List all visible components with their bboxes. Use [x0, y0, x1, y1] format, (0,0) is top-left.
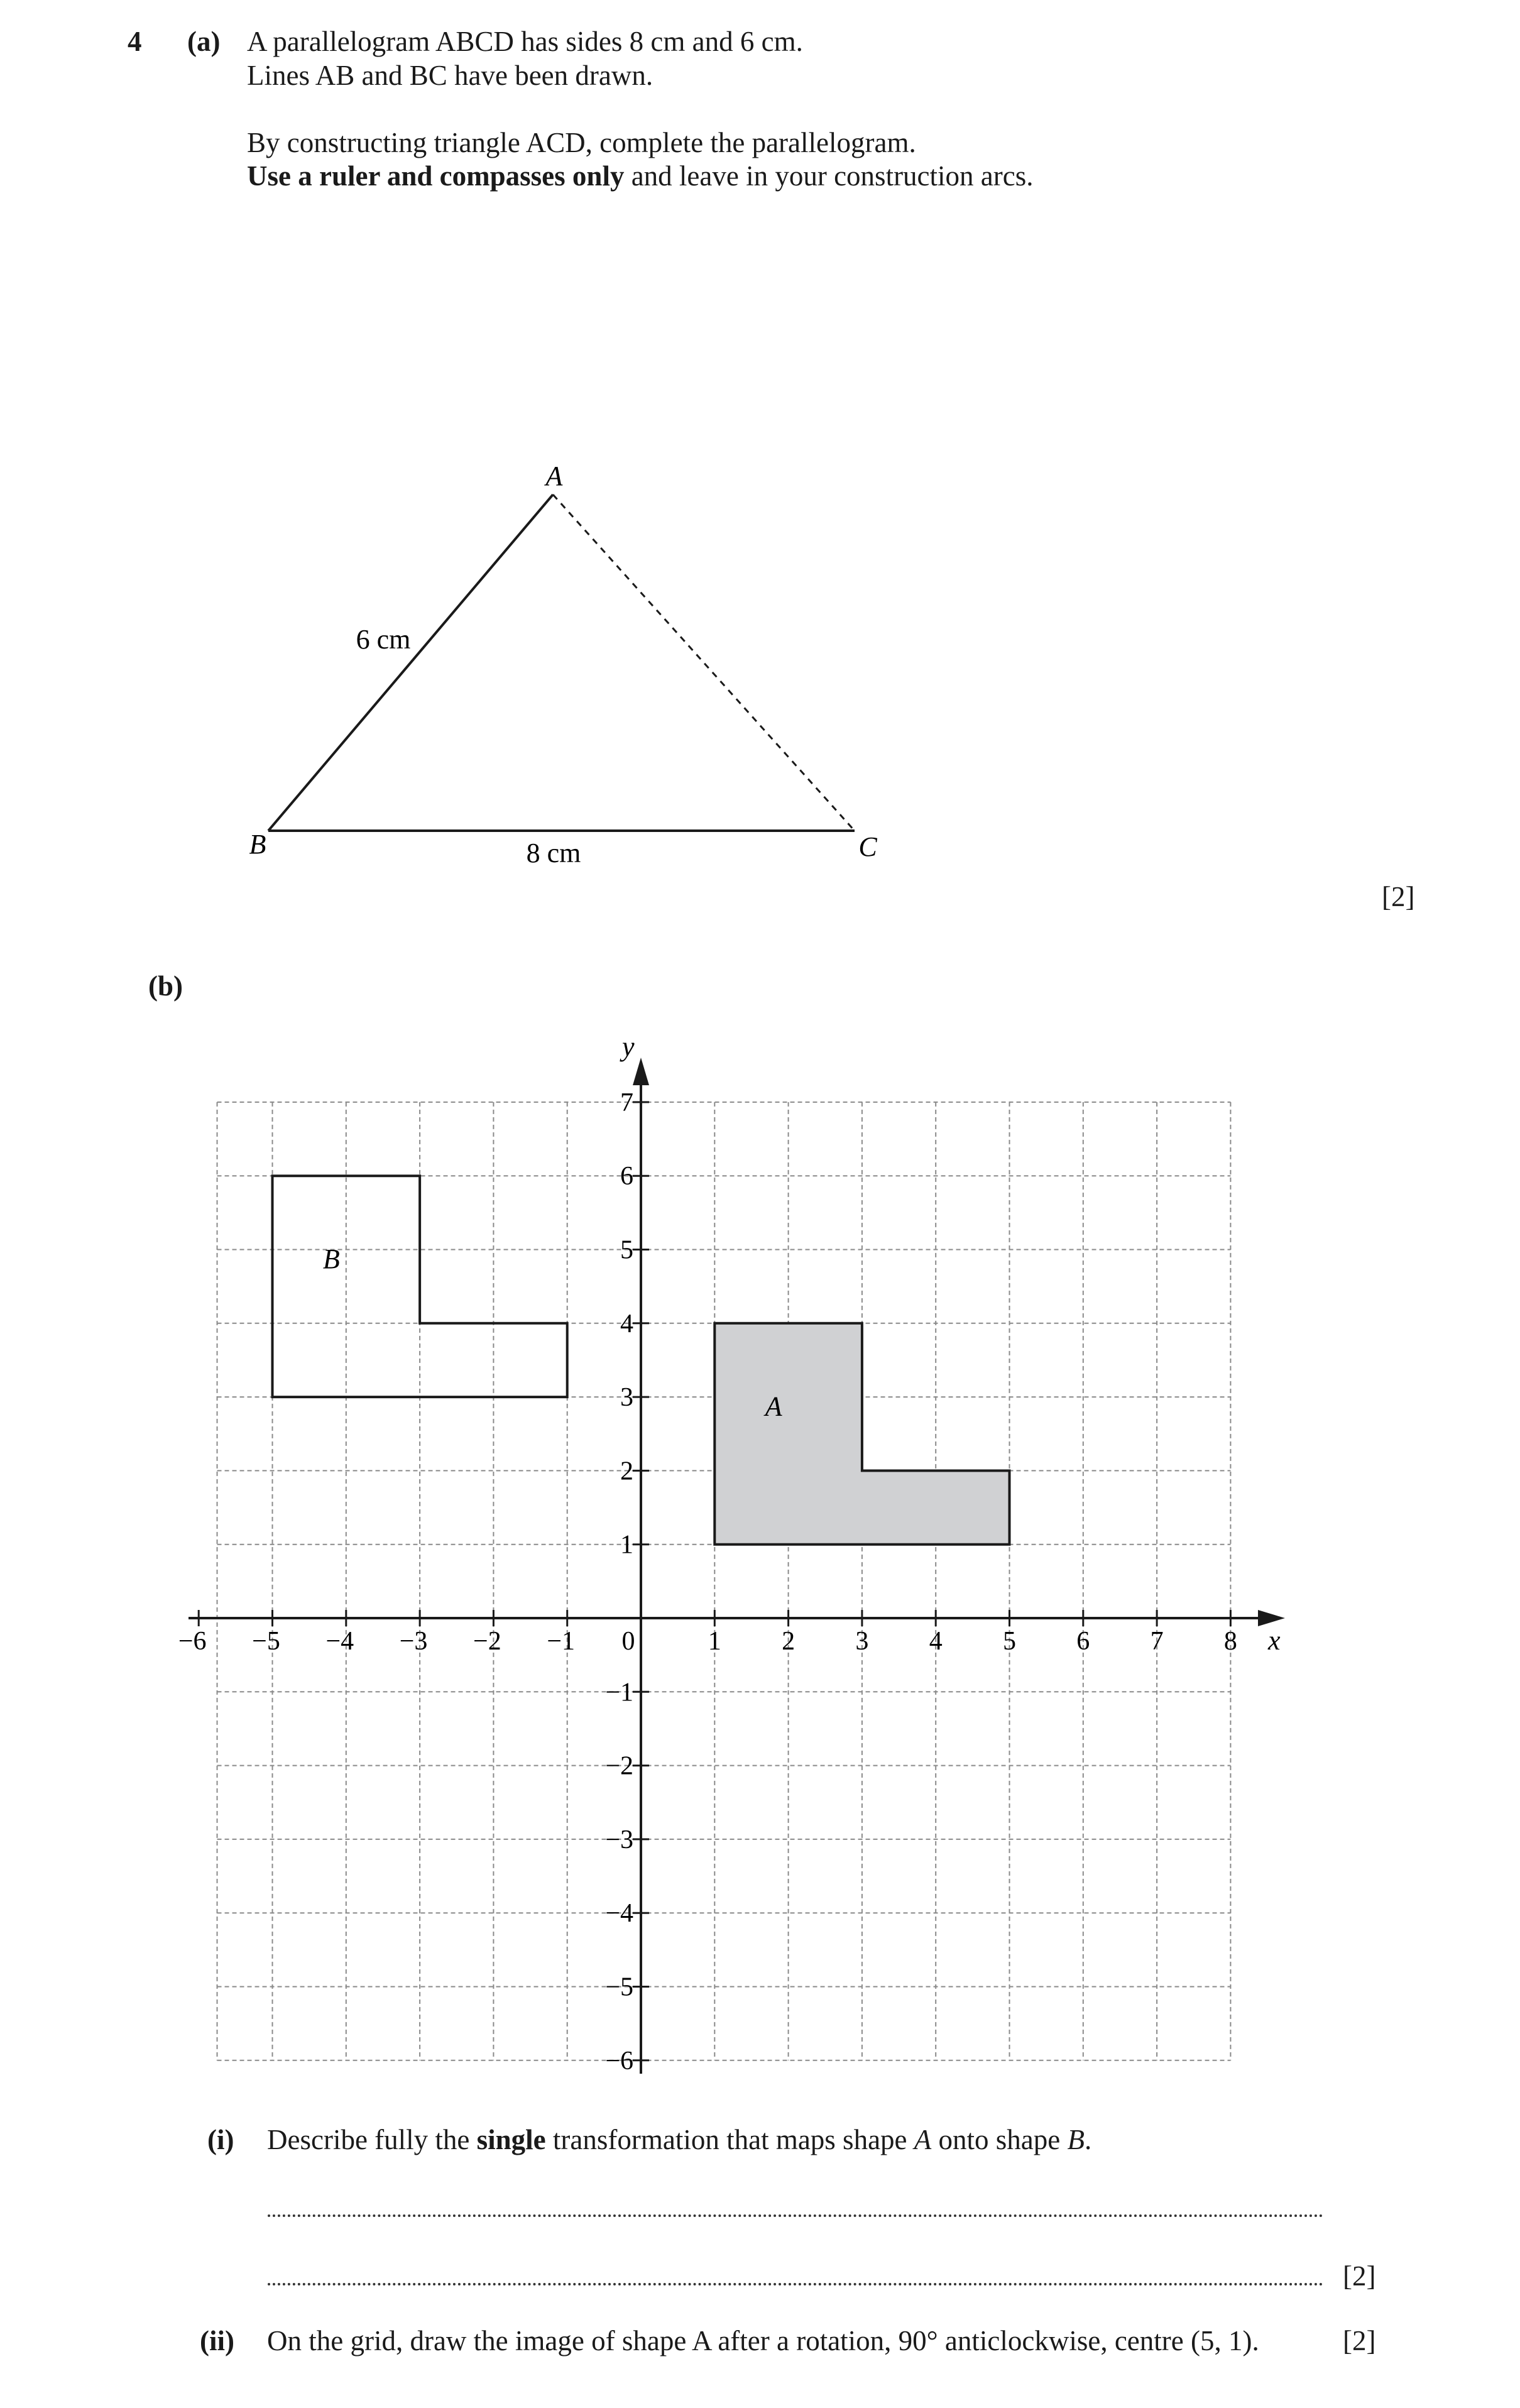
part-a-label: (a) — [187, 26, 221, 57]
side-ab-length: 6 cm — [356, 624, 411, 655]
y-axis-arrowhead — [633, 1058, 649, 1085]
x-tick-label: −4 — [325, 1627, 354, 1656]
x-tick-label: 8 — [1223, 1627, 1237, 1656]
x-tick-label: 4 — [929, 1627, 943, 1656]
y-tick-label: −6 — [605, 2046, 633, 2076]
shape-b-label: B — [322, 1243, 340, 1274]
x-tick-label: 2 — [782, 1627, 796, 1656]
x-tick-label: 3 — [855, 1627, 869, 1656]
y-tick-label: 7 — [620, 1088, 633, 1117]
y-axis-label: y — [622, 1031, 635, 1062]
answer-line-2[interactable] — [268, 2283, 1323, 2285]
x-tick-label: −6 — [178, 1627, 207, 1656]
part-a-marks: [2] — [1382, 881, 1415, 912]
grid-lines — [217, 1102, 1231, 2060]
vertex-a-label: A — [545, 461, 563, 491]
y-tick-label: −2 — [605, 1751, 633, 1781]
tools-emphasis: Use a ruler and compasses only — [247, 160, 625, 192]
tools-rest: and leave in your construction arcs. — [624, 160, 1034, 192]
y-tick-label: 2 — [620, 1457, 633, 1486]
x-tick-label: 5 — [1003, 1627, 1016, 1656]
part-i-question: Describe fully the single transformation that maps shape A onto shape B. — [267, 2124, 1092, 2155]
x-tick-label: −2 — [473, 1627, 501, 1656]
y-tick-label: −1 — [605, 1678, 633, 1707]
part-b-label: (b) — [148, 970, 183, 1002]
side-bc-length: 8 cm — [526, 838, 581, 868]
part-a-intro-line2: Lines AB and BC have been drawn. — [247, 60, 653, 91]
shape-b — [273, 1176, 567, 1397]
vertex-c-label: C — [858, 831, 877, 862]
origin-label: 0 — [621, 1627, 635, 1656]
part-i-marks: [2] — [1343, 2260, 1376, 2292]
x-tick-label: 7 — [1150, 1627, 1164, 1656]
part-a-instruction: By constructing triangle ACD, complete the parallelogram. — [247, 127, 916, 158]
question-number: 4 — [128, 26, 142, 57]
x-tick-label: 1 — [708, 1627, 721, 1656]
y-tick-label: −5 — [605, 1973, 633, 2002]
y-tick-label: 6 — [620, 1162, 633, 1191]
x-axis-label: x — [1268, 1625, 1281, 1656]
part-ii-question: On the grid, draw the image of shape A after a rotation, 90° anticlockwise, centre (5, 1). — [267, 2325, 1259, 2356]
part-i-label: (i) — [207, 2124, 234, 2155]
shape-a-label: A — [765, 1391, 782, 1422]
shape-a — [714, 1323, 1009, 1545]
y-tick-label: 4 — [620, 1309, 633, 1338]
y-tick-label: 1 — [620, 1530, 633, 1560]
vertex-b-label: B — [249, 829, 266, 860]
y-tick-label: 3 — [620, 1383, 633, 1413]
axes — [189, 1058, 1285, 2074]
axis-tick-labels — [178, 1088, 1237, 2076]
x-axis-arrowhead — [1258, 1610, 1285, 1626]
y-tick-label: −4 — [605, 1899, 633, 1929]
x-tick-label: −1 — [547, 1627, 576, 1656]
x-tick-label: −5 — [252, 1627, 280, 1656]
part-a-intro-line1: A parallelogram ABCD has sides 8 cm and 6 cm. — [247, 26, 803, 57]
x-tick-label: −3 — [399, 1627, 428, 1656]
answer-line-1[interactable] — [268, 2214, 1323, 2217]
part-ii-label: (ii) — [200, 2325, 234, 2356]
y-tick-label: −3 — [605, 1825, 633, 1854]
part-ii-marks: [2] — [1343, 2325, 1376, 2356]
y-tick-label: 5 — [620, 1235, 633, 1265]
x-tick-label: 6 — [1076, 1627, 1090, 1656]
